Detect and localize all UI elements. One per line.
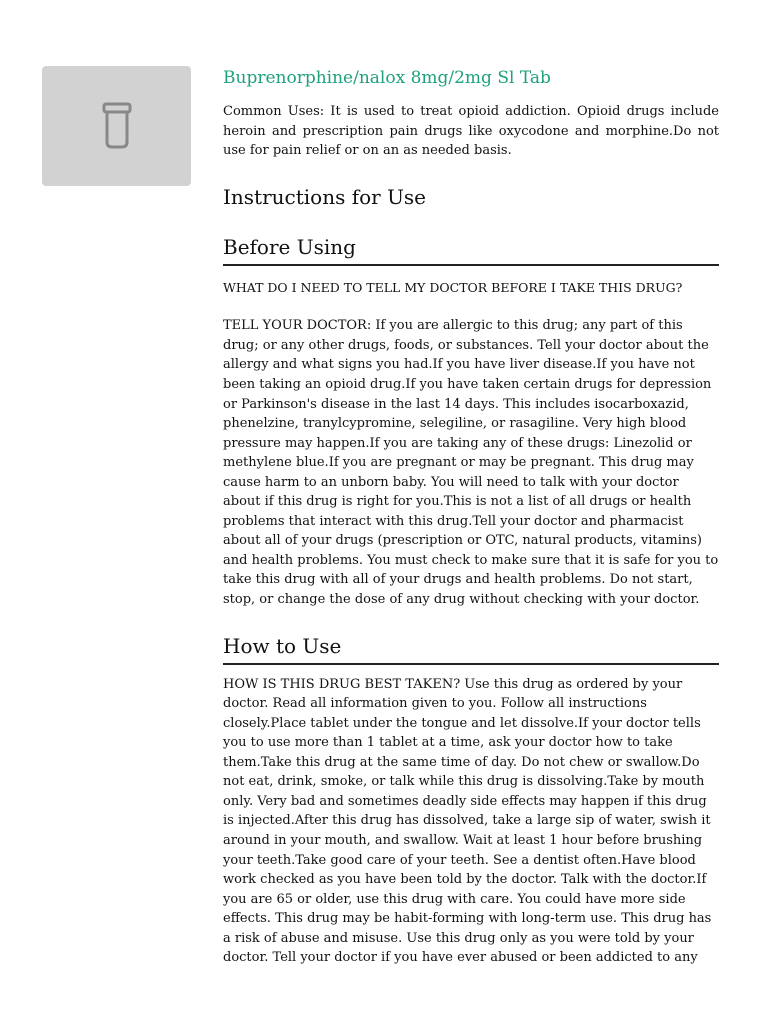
common-uses: Common Uses: It is used to treat opioid addiction. Opioid drugs include heroin and prescription pain drugs like oxycodone and morphine.Do not use for pain relief or on an as needed basis. — [223, 104, 719, 159]
drug-name: Buprenorphine/nalox 8mg/2mg Sl Tab — [223, 68, 551, 88]
instructions-heading: Instructions for Use — [223, 184, 427, 209]
before-using-question: WHAT DO I NEED TO TELL MY DOCTOR BEFORE I TAKE THIS DRUG? — [223, 279, 683, 295]
before-using-heading: Before Using — [223, 233, 719, 266]
pill-bottle-icon — [100, 102, 134, 150]
drug-image-placeholder — [42, 66, 191, 186]
drug-info — [223, 66, 719, 968]
before-using-body: TELL YOUR DOCTOR: If you are allergic to this drug; any part of this drug; or any other drugs, foods, or substances. Tell your doctor about the allergy and what signs you had.If you have liver disease.If you have not been taking an opioid drug.If you have taken certain drugs for depression or Parkinson's disease in the last 14 days. This includes isocarboxazid, phenelzine, tranylcypromine, selegiline, or rasagiline. Very high blood pressure may happen.If you are taking any of these drugs: Linezolid or methylene blue.If you are pregnant or may be pregnant. This drug may cause harm to an unborn baby. You will need to talk with your doctor about if this drug is right for you.This is not a list of all drugs or health problems that interact with this drug.Tell your doctor and pharmacist about all of your drugs (prescription or OTC, natural products, vitamins) and health problems. You must check to make sure that it is safe for you to take this drug with all of your drugs and health problems. Do not start, stop, or change the dose of any drug without checking with your doctor. — [223, 318, 719, 608]
how-to-use-heading: How to Use — [223, 632, 719, 665]
how-to-use-body: HOW IS THIS DRUG BEST TAKEN? Use this drug as ordered by your doctor. Read all information given to you. Follow all instructions closely.Place tablet under the tongue and let dissolve.If your doctor tells you to use more than 1 tablet at a time, ask your doctor how to take them.Take this drug at the same time of day. Do not chew or swallow.Do not eat, drink, smoke, or talk while this drug is dissolving.Take by mouth only. Very bad and sometimes deadly side effects may happen if this drug is injected.After this drug has dissolved, take a large sip of water, swish it around in your mouth, and swallow. Wait at least 1 hour before brushing your teeth.Take good care of your teeth. See a dentist often.Have blood work checked as you have been told by the doctor. Talk with the doctor.If you are 65 or older, use this drug with care. You could have more side effects. This drug may be habit-forming with long-term use. This drug has a risk of abuse and misuse. Use this drug only as you were told by your doctor. Tell your doctor if you have ever abused or been addicted to any — [223, 676, 712, 966]
